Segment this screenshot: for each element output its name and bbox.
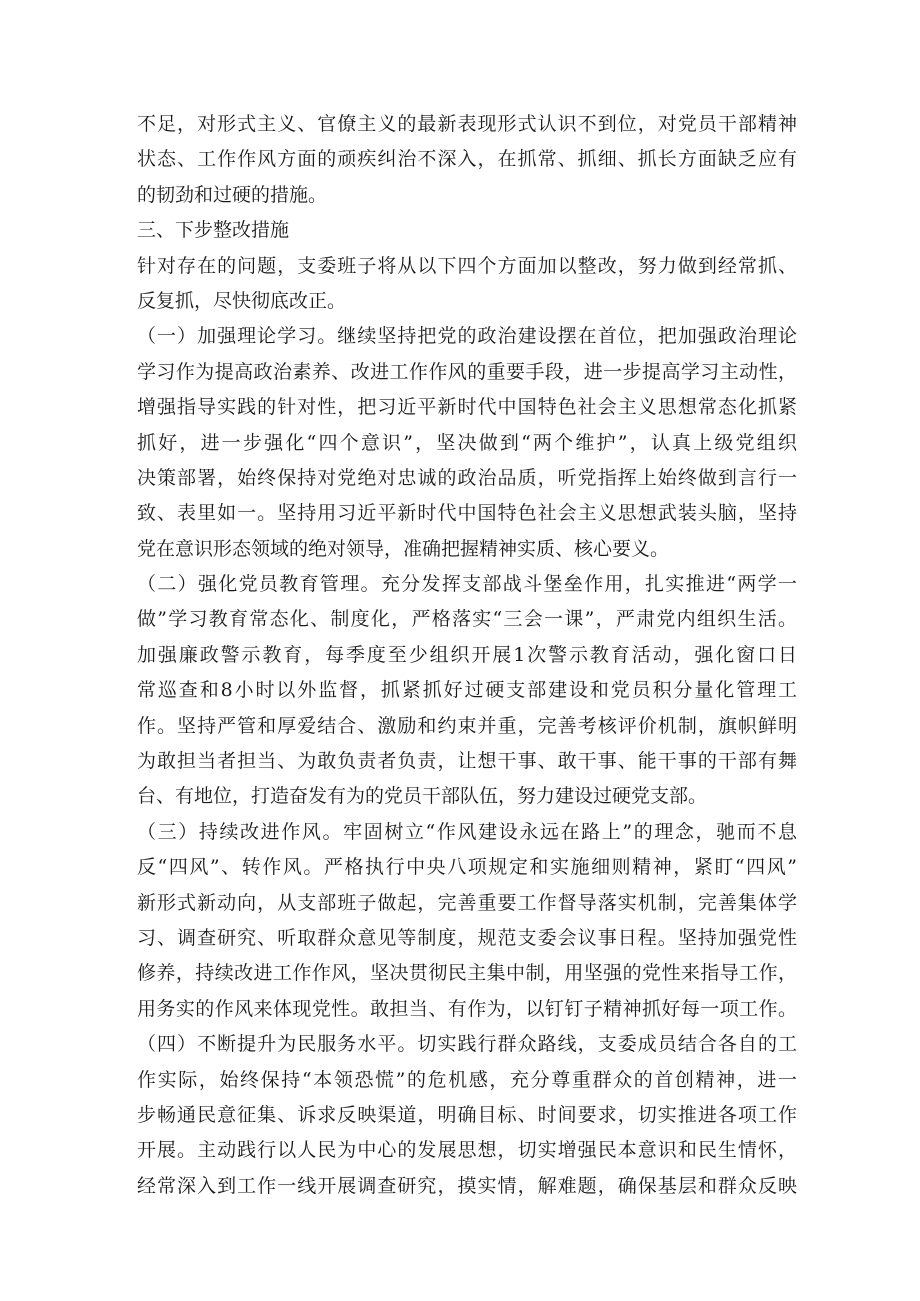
text-line: 台、有地位，打造奋发有为的党员干部队伍，努力建设过硬党支部。 (137, 785, 708, 808)
text-line: 决策部署，始终保持对党绝对忠诚的政治品质，听党指挥上始终做到言行一 (137, 466, 797, 489)
text-line: 步畅通民意征集、诉求反映渠道，明确目标、时间要求，切实推进各项工作 (137, 1103, 797, 1126)
text-line: 抓好，进一步强化“四个意识”，坚决做到“两个维护”，认真上级党组织 (137, 431, 797, 454)
text-line: 反复抓，尽快彻底改正。 (137, 289, 347, 312)
text-line: 作实际，始终保持“本领恐慌”的危机感，充分尊重群众的首创精神，进一 (137, 1068, 797, 1091)
text-line: 新形式新动向，从支部班子做起，完善重要工作督导落实机制，完善集体学 (137, 891, 797, 914)
text-line: 修养，持续改进工作作风，坚决贯彻民主集中制，用坚强的党性来指导工作， (137, 962, 797, 985)
text-line: 增强指导实践的针对性，把习近平新时代中国特色社会主义思想常态化抓紧 (137, 396, 797, 419)
text-line: 用务实的作风来体现党性。敢担当、有作为，以钉钉子精神抓好每一项工作。 (137, 997, 797, 1020)
text-line: （一）加强理论学习。继续坚持把党的政治建设摆在首位，把加强政治理论 (137, 325, 797, 348)
text-line: 经常深入到工作一线开展调查研究，摸实情，解难题，确保基层和群众反映 (137, 1174, 797, 1197)
text-line: 党在意识形态领域的绝对领导，准确把握精神实质、核心要义。 (137, 537, 670, 560)
section-heading: 三、下步整改措施 (137, 219, 290, 242)
text-line: （四）不断提升为民服务水平。切实践行群众路线，支委成员结合各自的工 (137, 1033, 797, 1056)
text-line: （三）持续改进作风。牢固树立“作风建设永远在路上”的理念，驰而不息 (137, 820, 797, 843)
text-line: 习、调查研究、听取群众意见等制度，规范支委会议事日程。坚持加强党性 (137, 926, 797, 949)
text-line: 不足，对形式主义、官僚主义的最新表现形式认识不到位，对党员干部精神 (137, 113, 797, 135)
document-body-text (137, 107, 797, 1204)
text-line: 学习作为提高政治素养、改进工作作风的重要手段，进一步提高学习主动性， (137, 360, 797, 383)
text-line: 状态、工作作风方面的顽疾纠治不深入，在抓常、抓细、抓长方面缺乏应有 (137, 148, 797, 171)
text-line: 加强廉政警示教育，每季度至少组织开展1次警示教育活动，强化窗口日 (137, 643, 797, 666)
text-line: 为敢担当者担当、为敢负责者负责，让想干事、敢干事、能干事的干部有舞 (137, 750, 797, 773)
text-line: 致、表里如一。坚持用习近平新时代中国特色社会主义思想武装头脑，坚持 (137, 502, 797, 525)
text-line: 开展。主动践行以人民为中心的发展思想，切实增强民本意识和民生情怀， (137, 1139, 797, 1162)
text-line: 的韧劲和过硬的措施。 (137, 183, 328, 206)
text-line: 做”学习教育常态化、制度化，严格落实“三会一课”，严肃党内组织生活。 (137, 608, 797, 631)
text-line: 反“四风”、转作风。严格执行中央八项规定和实施细则精神，紧盯“四风” (137, 856, 797, 879)
text-line: 针对存在的问题，支委班子将从以下四个方面加以整改，努力做到经常抓、 (137, 254, 797, 277)
text-line: 常巡查和8小时以外监督，抓紧抓好过硬支部建设和党员积分量化管理工 (137, 679, 797, 702)
text-line: 作。坚持严管和厚爱结合、激励和约束并重，完善考核评价机制，旗帜鲜明 (137, 714, 797, 737)
text-line: （二）强化党员教育管理。充分发挥支部战斗堡垒作用，扎实推进“两学一 (137, 573, 797, 596)
